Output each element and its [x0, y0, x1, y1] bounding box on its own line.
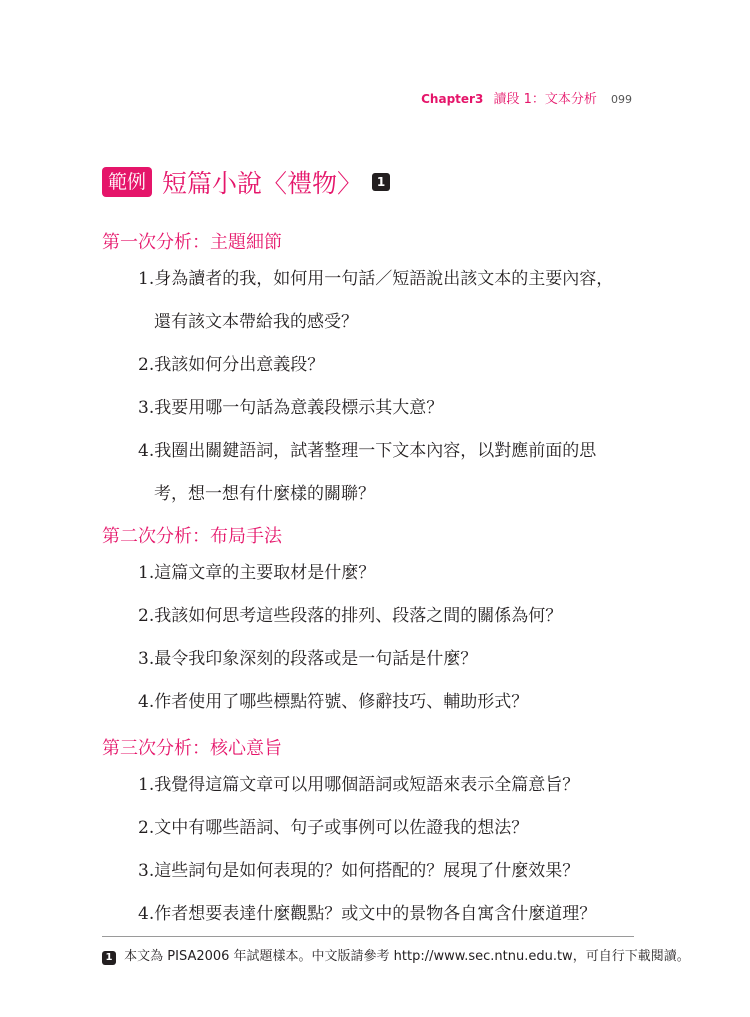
- list-item: 4.我圈出關鍵語詞，試著整理一下文本內容，以對應前面的思: [138, 441, 597, 461]
- list-item: 1.這篇文章的主要取材是什麼？: [138, 563, 376, 583]
- footnote-number: 1: [102, 951, 116, 965]
- list-item: 3.這些詞句是如何表現的？如何搭配的？展現了什麼效果？: [138, 861, 580, 881]
- analysis-section-3: [102, 734, 642, 936]
- example-badge: 範例: [102, 167, 152, 197]
- example-heading: [102, 164, 390, 200]
- section-title: 第三次分析：核心意旨: [102, 738, 282, 759]
- list-item: 3.我要用哪一句話為意義段標示其大意？: [138, 398, 444, 418]
- list-item-continuation: 還有該文本帶給我的感受？: [154, 312, 358, 332]
- list-item: 2.我該如何思考這些段落的排列、段落之間的關係為何？: [138, 606, 563, 626]
- footnote-marker: 1: [372, 173, 390, 191]
- section-title: 第一次分析：主題細節: [102, 232, 282, 253]
- chapter-title: 讀段 1：文本分析: [493, 92, 597, 107]
- list-item: 4.作者使用了哪些標點符號、修辭技巧、輔助形式？: [138, 692, 529, 712]
- footnote: [102, 945, 690, 965]
- chapter-label: Chapter3: [421, 92, 484, 106]
- analysis-section-1: [102, 228, 642, 516]
- footnote-divider: [102, 936, 634, 937]
- running-header: [421, 88, 632, 107]
- page-title: 短篇小說〈禮物〉: [162, 169, 363, 198]
- list-item: 3.最令我印象深刻的段落或是一句話是什麼？: [138, 649, 478, 669]
- page-number: 099: [611, 93, 632, 106]
- list-item: 2.文中有哪些語詞、句子或事例可以佐證我的想法？: [138, 818, 529, 838]
- list-item: 1.我覺得這篇文章可以用哪個語詞或短語來表示全篇意旨？: [138, 775, 580, 795]
- list-item: 4.作者想要表達什麼觀點？或文中的景物各自寓含什麼道理？: [138, 904, 597, 924]
- list-item-continuation: 考，想一想有什麼樣的關聯？: [154, 484, 375, 504]
- list-item: 2.我該如何分出意義段？: [138, 355, 325, 375]
- footnote-text: 本文為 PISA2006 年試題樣本。中文版請參考 http://www.sec.ntnu.edu.tw，可自行下載閱讀。: [124, 949, 690, 964]
- section-title: 第二次分析：布局手法: [102, 526, 282, 547]
- analysis-section-2: [102, 522, 642, 724]
- list-item: 1.身為讀者的我，如何用一句話／短語說出該文本的主要內容，: [138, 269, 614, 289]
